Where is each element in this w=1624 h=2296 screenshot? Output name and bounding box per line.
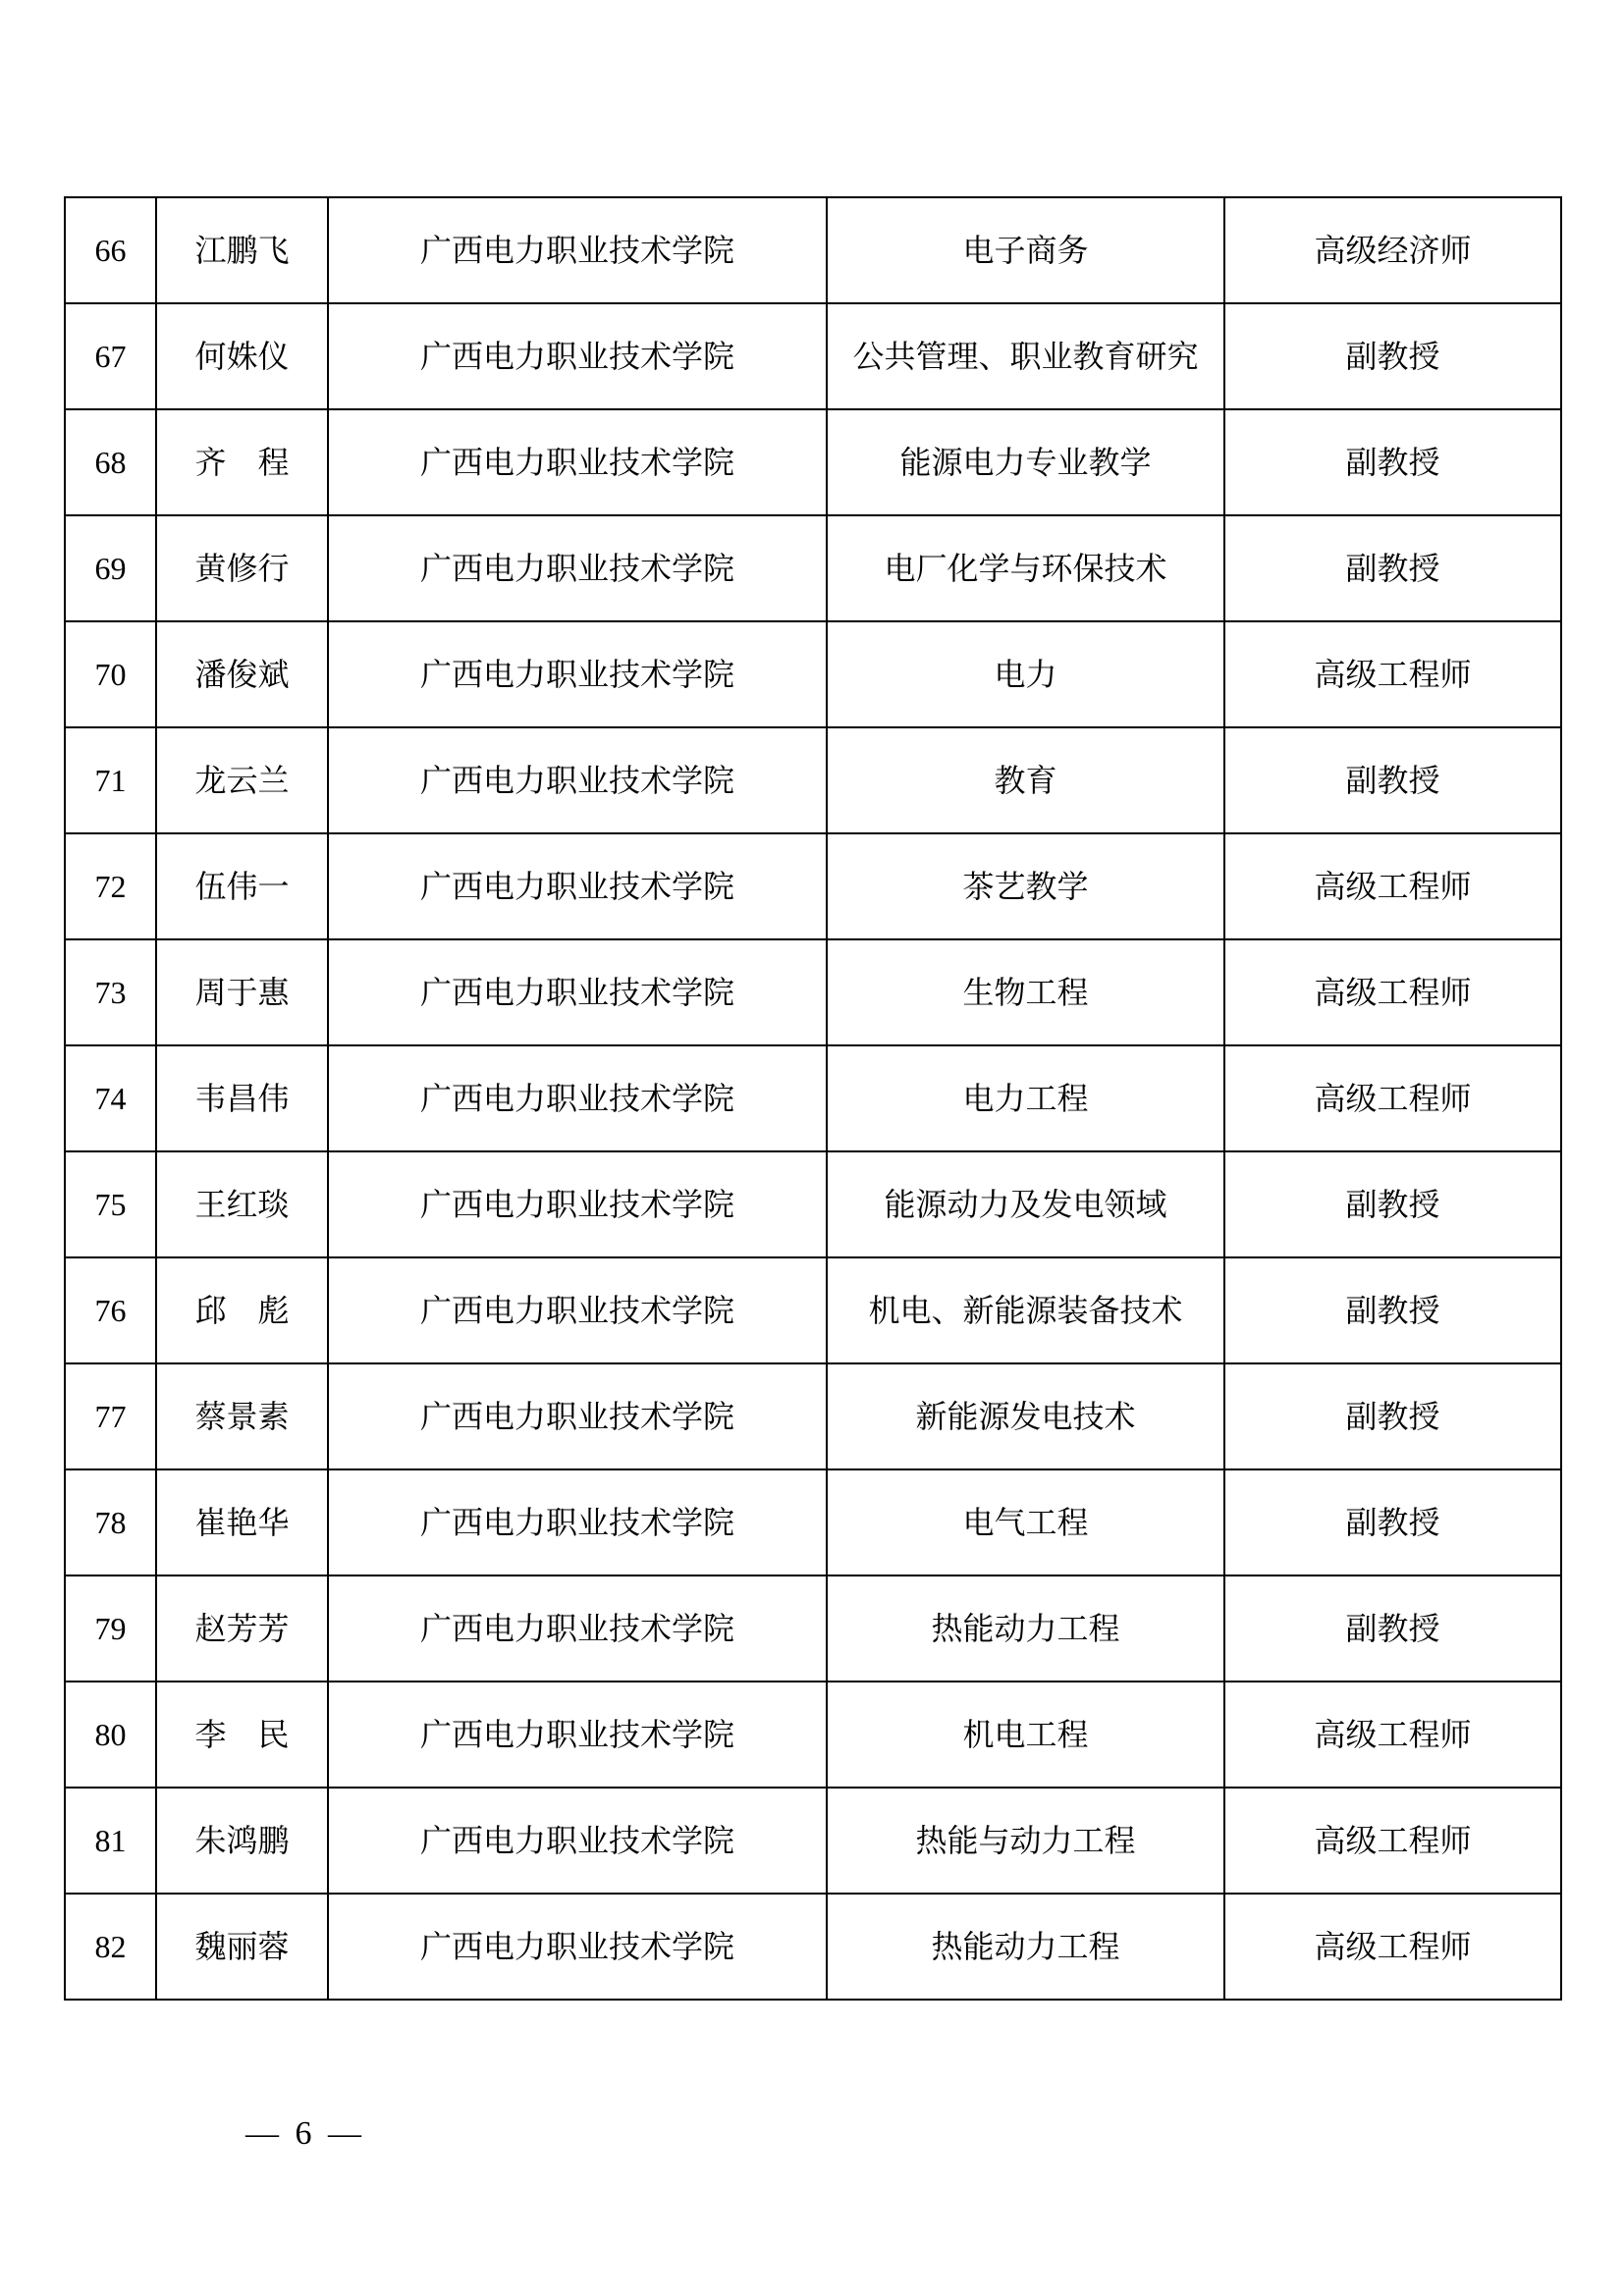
specialty-field: 电力工程 xyxy=(827,1045,1224,1151)
row-number: 72 xyxy=(65,833,156,939)
professional-title: 高级工程师 xyxy=(1224,1682,1561,1788)
specialty-field: 热能与动力工程 xyxy=(827,1788,1224,1894)
page-number: — 6 — xyxy=(245,2115,365,2152)
professional-title: 高级工程师 xyxy=(1224,833,1561,939)
row-number: 82 xyxy=(65,1894,156,2000)
professional-title: 副教授 xyxy=(1224,1469,1561,1575)
row-number: 66 xyxy=(65,197,156,303)
row-number: 69 xyxy=(65,515,156,621)
row-number: 76 xyxy=(65,1257,156,1363)
person-name: 李 民 xyxy=(156,1682,328,1788)
table-body xyxy=(65,197,1561,2000)
table-row xyxy=(65,515,1561,621)
professional-title: 高级工程师 xyxy=(1224,1788,1561,1894)
table-row xyxy=(65,1682,1561,1788)
row-number: 78 xyxy=(65,1469,156,1575)
organization: 广西电力职业技术学院 xyxy=(328,1788,827,1894)
organization: 广西电力职业技术学院 xyxy=(328,515,827,621)
specialty-field: 热能动力工程 xyxy=(827,1575,1224,1682)
table-row xyxy=(65,197,1561,303)
professional-title: 高级经济师 xyxy=(1224,197,1561,303)
organization: 广西电力职业技术学院 xyxy=(328,1682,827,1788)
person-name: 韦昌伟 xyxy=(156,1045,328,1151)
person-name: 龙云兰 xyxy=(156,727,328,833)
table-row xyxy=(65,1151,1561,1257)
table-row xyxy=(65,1575,1561,1682)
organization: 广西电力职业技术学院 xyxy=(328,939,827,1045)
professional-title: 副教授 xyxy=(1224,409,1561,515)
row-number: 77 xyxy=(65,1363,156,1469)
specialty-field: 能源动力及发电领域 xyxy=(827,1151,1224,1257)
specialty-field: 热能动力工程 xyxy=(827,1894,1224,2000)
specialty-field: 电气工程 xyxy=(827,1469,1224,1575)
organization: 广西电力职业技术学院 xyxy=(328,833,827,939)
person-name: 魏丽蓉 xyxy=(156,1894,328,2000)
professional-title: 副教授 xyxy=(1224,303,1561,409)
table-row xyxy=(65,621,1561,727)
organization: 广西电力职业技术学院 xyxy=(328,1894,827,2000)
specialty-field: 茶艺教学 xyxy=(827,833,1224,939)
person-name: 齐 程 xyxy=(156,409,328,515)
organization: 广西电力职业技术学院 xyxy=(328,727,827,833)
specialty-field: 电力 xyxy=(827,621,1224,727)
professional-title: 高级工程师 xyxy=(1224,1045,1561,1151)
organization: 广西电力职业技术学院 xyxy=(328,1257,827,1363)
table-row xyxy=(65,1469,1561,1575)
specialty-field: 生物工程 xyxy=(827,939,1224,1045)
organization: 广西电力职业技术学院 xyxy=(328,621,827,727)
table-row xyxy=(65,939,1561,1045)
row-number: 70 xyxy=(65,621,156,727)
table-row xyxy=(65,833,1561,939)
person-name: 蔡景素 xyxy=(156,1363,328,1469)
specialty-field: 电厂化学与环保技术 xyxy=(827,515,1224,621)
table-row xyxy=(65,1363,1561,1469)
row-number: 79 xyxy=(65,1575,156,1682)
person-name: 周于惠 xyxy=(156,939,328,1045)
organization: 广西电力职业技术学院 xyxy=(328,1151,827,1257)
professional-title: 高级工程师 xyxy=(1224,1894,1561,2000)
professional-title: 高级工程师 xyxy=(1224,621,1561,727)
row-number: 81 xyxy=(65,1788,156,1894)
specialty-field: 机电工程 xyxy=(827,1682,1224,1788)
person-name: 邱 彪 xyxy=(156,1257,328,1363)
table-row xyxy=(65,303,1561,409)
specialty-field: 电子商务 xyxy=(827,197,1224,303)
row-number: 71 xyxy=(65,727,156,833)
professional-title: 副教授 xyxy=(1224,1363,1561,1469)
expert-list-table-container xyxy=(64,196,1560,2001)
specialty-field: 教育 xyxy=(827,727,1224,833)
row-number: 73 xyxy=(65,939,156,1045)
specialty-field: 能源电力专业教学 xyxy=(827,409,1224,515)
person-name: 朱鸿鹏 xyxy=(156,1788,328,1894)
specialty-field: 机电、新能源装备技术 xyxy=(827,1257,1224,1363)
row-number: 75 xyxy=(65,1151,156,1257)
table-row xyxy=(65,727,1561,833)
organization: 广西电力职业技术学院 xyxy=(328,1045,827,1151)
person-name: 何姝仪 xyxy=(156,303,328,409)
table-row xyxy=(65,409,1561,515)
person-name: 赵芳芳 xyxy=(156,1575,328,1682)
organization: 广西电力职业技术学院 xyxy=(328,197,827,303)
organization: 广西电力职业技术学院 xyxy=(328,409,827,515)
table-row xyxy=(65,1788,1561,1894)
person-name: 黄修行 xyxy=(156,515,328,621)
organization: 广西电力职业技术学院 xyxy=(328,1575,827,1682)
row-number: 67 xyxy=(65,303,156,409)
expert-list-table xyxy=(64,196,1562,2001)
table-row xyxy=(65,1894,1561,2000)
row-number: 74 xyxy=(65,1045,156,1151)
professional-title: 副教授 xyxy=(1224,515,1561,621)
organization: 广西电力职业技术学院 xyxy=(328,1363,827,1469)
organization: 广西电力职业技术学院 xyxy=(328,1469,827,1575)
specialty-field: 公共管理、职业教育研究 xyxy=(827,303,1224,409)
organization: 广西电力职业技术学院 xyxy=(328,303,827,409)
specialty-field: 新能源发电技术 xyxy=(827,1363,1224,1469)
professional-title: 副教授 xyxy=(1224,1151,1561,1257)
professional-title: 高级工程师 xyxy=(1224,939,1561,1045)
person-name: 潘俊斌 xyxy=(156,621,328,727)
professional-title: 副教授 xyxy=(1224,1575,1561,1682)
professional-title: 副教授 xyxy=(1224,727,1561,833)
person-name: 崔艳华 xyxy=(156,1469,328,1575)
table-row xyxy=(65,1257,1561,1363)
row-number: 80 xyxy=(65,1682,156,1788)
row-number: 68 xyxy=(65,409,156,515)
person-name: 伍伟一 xyxy=(156,833,328,939)
person-name: 江鹏飞 xyxy=(156,197,328,303)
table-row xyxy=(65,1045,1561,1151)
person-name: 王红琰 xyxy=(156,1151,328,1257)
professional-title: 副教授 xyxy=(1224,1257,1561,1363)
